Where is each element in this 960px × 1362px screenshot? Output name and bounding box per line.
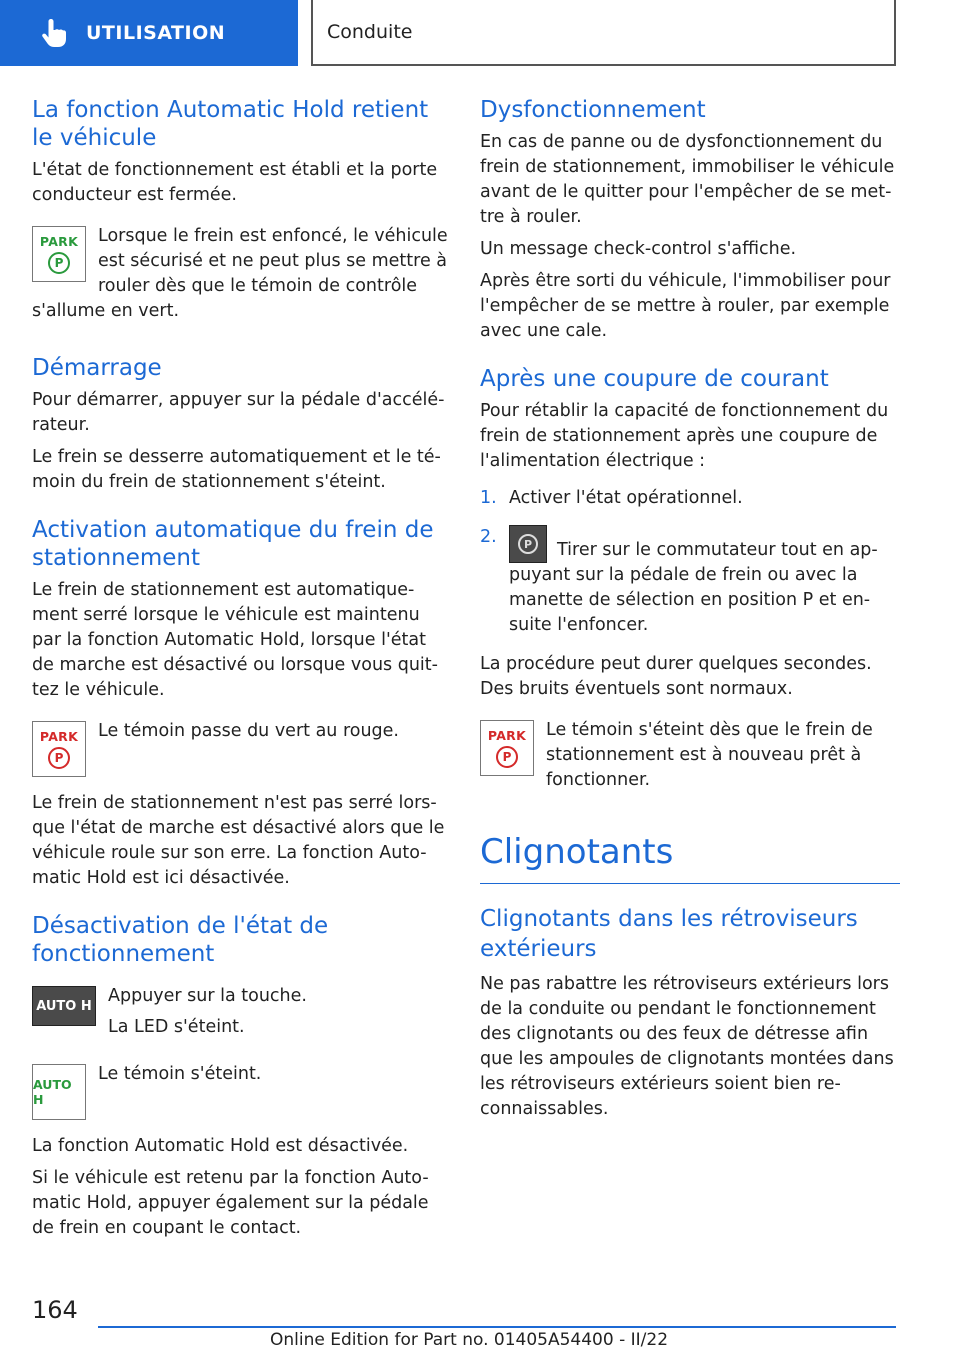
malfunction-paragraph-1: En cas de panne ou de dysfonctionnement du frein de stationnement, immobiliser le véhicule avant de le quitter pour l'empêcher de se met-tre à rouler. <box>480 132 895 227</box>
start-heading: Démarrage <box>32 355 162 381</box>
auto-activation-heading: Activation automatique du frein de stationnement <box>32 517 434 571</box>
page-header <box>0 0 960 66</box>
autoh-lamp-block <box>32 1062 452 1124</box>
power-cut-steps <box>480 486 900 638</box>
step-text: Activer l'état opérationnel. <box>509 488 743 508</box>
section-tab <box>0 0 298 66</box>
section-label: UTILISATION <box>86 22 226 44</box>
malfunction-heading: Dysfonctionnement <box>480 97 706 123</box>
deactivation-indicator-text: Le témoin s'éteint. <box>98 1064 262 1084</box>
turn-signals-heading: Clignotants <box>480 831 900 884</box>
auto-activation-note: Le frein de stationnement n'est pas serré lors-que l'état de marche est désactivé alors que le véhicule roule sur son erre. La fonction Auto-matic Hold est ici désactivée. <box>32 793 445 888</box>
list-item <box>480 525 900 638</box>
malfunction-paragraph-2: Un message check-control s'affiche. <box>480 239 797 259</box>
park-brake-symbol-icon: P <box>48 252 70 274</box>
park-brake-symbol-icon: P <box>48 747 70 769</box>
power-cut-paragraph-2: La procédure peut durer quelques secondes. Des bruits éventuels sont normaux. <box>480 654 872 699</box>
hold-heading: La fonction Automatic Hold retient le véhicule <box>32 97 429 151</box>
footer-divider <box>98 1326 896 1328</box>
right-column <box>480 96 900 1129</box>
autoh-indicator-icon: AUTO H <box>32 1064 86 1120</box>
chapter-tab <box>311 0 896 66</box>
park-brake-symbol-icon: P <box>496 746 518 768</box>
edition-text: Online Edition for Part no. 01405A54400 - II/22 <box>270 1330 669 1350</box>
parking-brake-switch-icon: P <box>509 525 547 563</box>
deactivation-paragraph-2: Si le véhicule est retenu par la fonction Auto-matic Hold, appuyer également sur la pédale de frein en coupant le contact. <box>32 1168 429 1238</box>
autoh-key-block <box>32 984 452 1046</box>
start-paragraph-2: Le frein se desserre automatiquement et le té-moin du frein de stationnement s'éteint. <box>32 447 441 492</box>
auto-indicator-block <box>32 719 452 781</box>
chapter-label: Conduite <box>327 21 413 43</box>
page-number: 164 <box>32 1296 78 1324</box>
page-footer <box>0 1290 960 1362</box>
hand-pointer-icon <box>34 13 74 53</box>
power-indicator-block <box>480 718 900 799</box>
power-cut-paragraph-1: Pour rétablir la capacité de fonctionnement du frein de stationnement après une coupure de l'alimentation électrique : <box>480 401 889 471</box>
start-paragraph-1: Pour démarrer, appuyer sur la pédale d'accélé-rateur. <box>32 390 445 435</box>
step-number: 1. <box>480 488 497 508</box>
park-green-indicator-icon: PARK P <box>32 226 86 282</box>
park-red-indicator-icon: PARK P <box>32 721 86 777</box>
step-text: Tirer sur le commutateur tout en ap-puyant sur la pédale de frein ou avec la manette de sélection en position P et en-suite l'enfoncer. <box>509 540 878 635</box>
hold-paragraph: L'état de fonctionnement est établi et la porte conducteur est fermée. <box>32 160 438 205</box>
hold-indicator-text: Lorsque le frein est enfoncé, le véhicule est sécurisé et ne peut plus se mettre à rouler dès que le témoin de contrôle s'allume en vert. <box>32 226 448 321</box>
hold-indicator-block <box>32 224 452 330</box>
auto-indicator-text: Le témoin passe du vert au rouge. <box>98 721 399 741</box>
step-body <box>509 525 900 638</box>
deactivation-paragraph-1: La fonction Automatic Hold est désactivée. <box>32 1136 409 1156</box>
deactivation-step-press: Appuyer sur la touche. <box>108 986 307 1006</box>
power-indicator-text: Le témoin s'éteint dès que le frein de stationnement est à nouveau prêt à fonctionner. <box>546 720 873 790</box>
left-column <box>32 96 452 1248</box>
list-item <box>480 486 900 511</box>
park-red-indicator-icon: PARK P <box>480 720 534 776</box>
autoh-button-icon: AUTO H <box>32 986 96 1026</box>
power-cut-heading: Après une coupure de courant <box>480 366 829 392</box>
auto-activation-paragraph: Le frein de stationnement est automatique-ment serré lorsque le véhicule est maintenu par la fonction Automatic Hold, lorsque l'état de marche est désactivé ou lorsque vous quit-tez le véhicule. <box>32 580 438 700</box>
malfunction-paragraph-3: Après être sorti du véhicule, l'immobiliser pour l'empêcher de se mettre à rouler, par exemple avec une cale. <box>480 271 891 341</box>
deactivation-heading: Désactivation de l'état de fonctionnement <box>32 913 329 967</box>
deactivation-step-led: La LED s'éteint. <box>108 1017 245 1037</box>
mirror-signals-heading: Clignotants dans les rétroviseurs extérieurs <box>480 906 858 962</box>
step-number: 2. <box>480 527 497 547</box>
mirror-signals-paragraph: Ne pas rabattre les rétroviseurs extérieurs lors de la conduite ou pendant le fonctionnement des clignotants ou des feux de détresse afin que les ampoules de clignotants montées dans les rétroviseurs extérieurs soient bien re-connaissables. <box>480 974 894 1119</box>
